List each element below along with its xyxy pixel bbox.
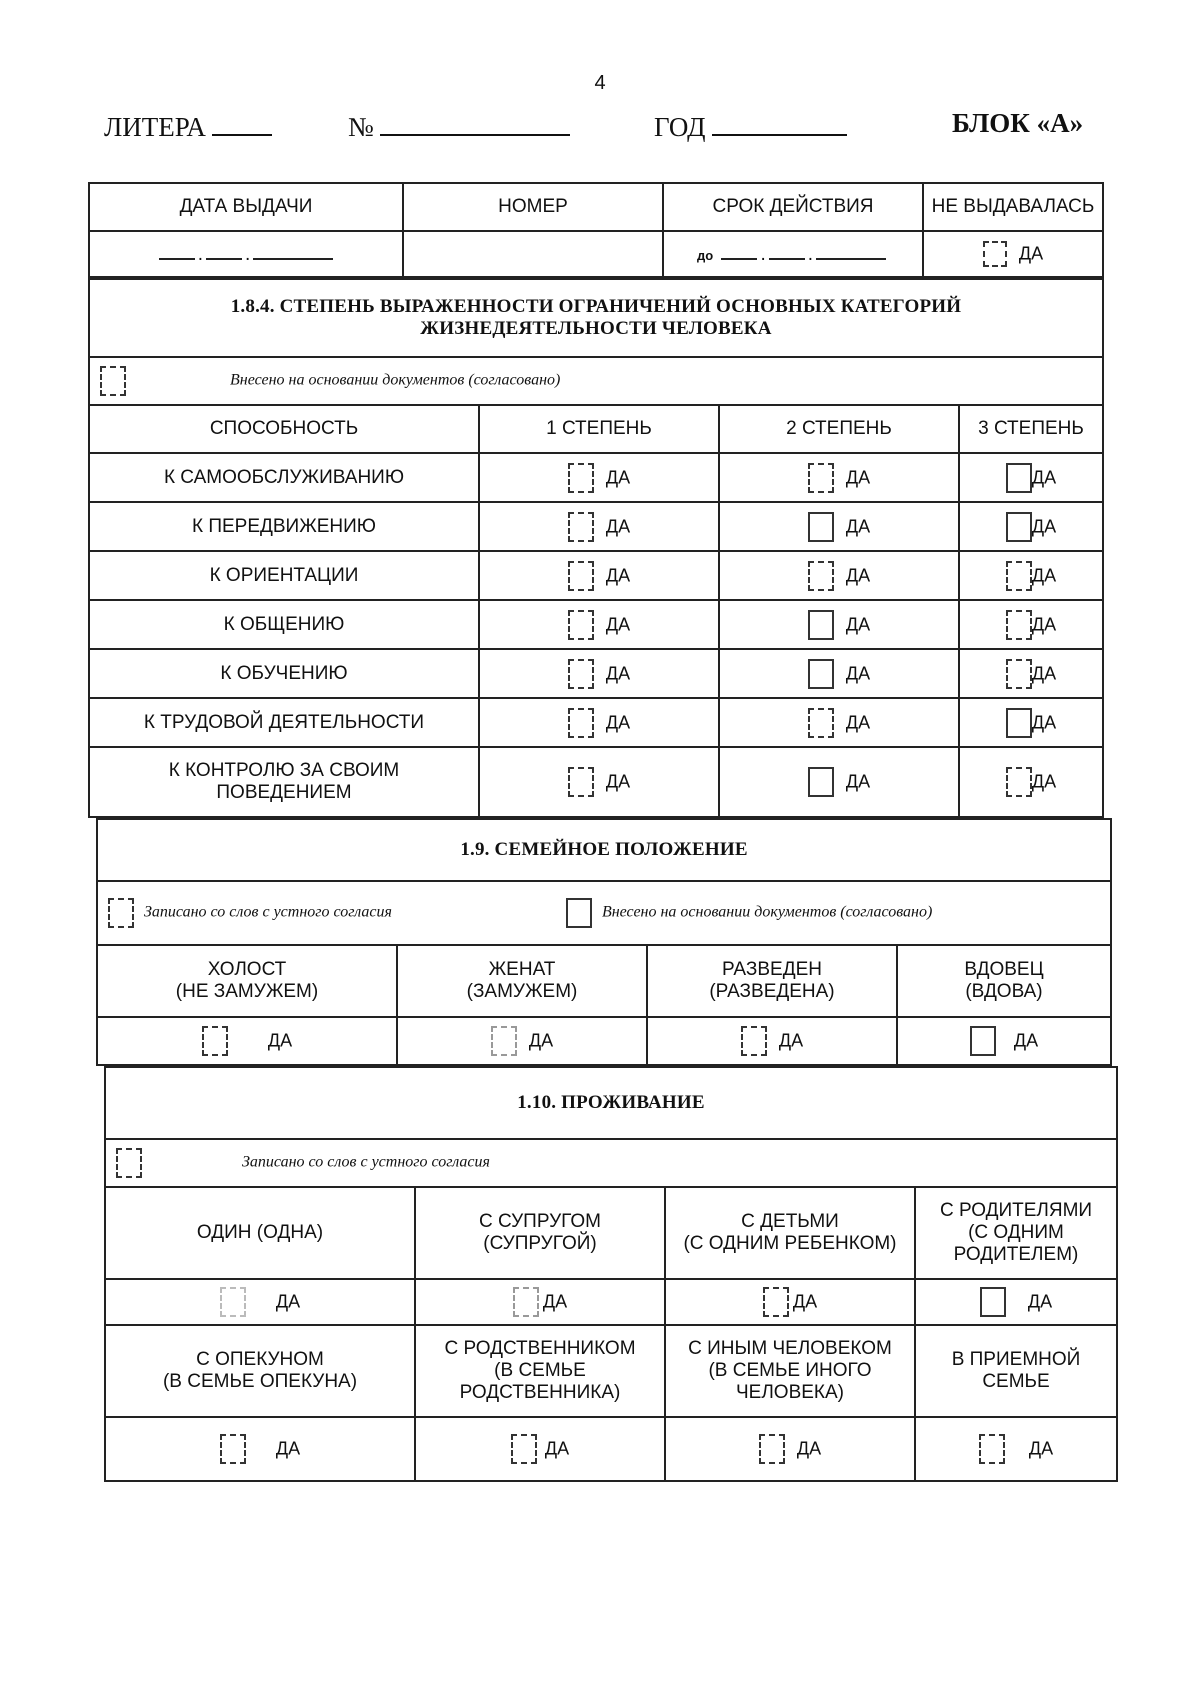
family-note-row [97, 881, 1111, 945]
divorced-checkbox[interactable] [741, 1026, 767, 1056]
with-children-line2: (С ОДНИМ РЕБЕНКОМ) [683, 1233, 897, 1254]
with-children-header [665, 1187, 915, 1279]
degree1-cell [479, 747, 719, 817]
ability-row-label: К КОНТРОЛЮ ЗА СВОИМ ПОВЕДЕНИЕМ [89, 747, 479, 817]
residence-note-oral: Записано со слов с устного согласия [242, 1153, 490, 1171]
divorced-cell [647, 1017, 897, 1065]
single-cell [97, 1017, 397, 1065]
degree3-cell [959, 453, 1103, 502]
other-person-header [665, 1325, 915, 1417]
yes-label: ДА [1028, 1438, 1054, 1459]
guardian-header [105, 1325, 415, 1417]
yes-label: ДА [267, 1030, 293, 1051]
family-note-oral: Записано со слов с устного согласия [144, 903, 392, 921]
yes-label: ДА [605, 771, 631, 792]
not-issued-cell [923, 231, 1103, 277]
guardian-line1: С ОПЕКУНОМ [196, 1349, 324, 1370]
yes-label: ДА [1031, 663, 1057, 683]
married-header-line2: (ЗАМУЖЕМ) [466, 981, 578, 1002]
degree3-checkbox[interactable] [1006, 767, 1032, 797]
ability-row-label: К ПЕРЕДВИЖЕНИЮ [89, 502, 479, 551]
with-parents-line3: РОДИТЕЛЕМ) [953, 1244, 1079, 1265]
yes-label: ДА [275, 1291, 301, 1312]
docs-agreed-checkbox[interactable] [566, 898, 592, 928]
yes-label: ДА [1031, 565, 1057, 585]
degree3-header: 3 СТЕПЕНЬ [959, 405, 1103, 453]
relative-cell [415, 1417, 665, 1481]
yes-label: ДА [792, 1291, 818, 1312]
yes-label: ДА [544, 1438, 570, 1459]
divorced-header [647, 945, 897, 1017]
with-spouse-checkbox[interactable] [513, 1287, 539, 1317]
with-parents-line2: (С ОДНИМ [968, 1222, 1064, 1243]
yes-label: ДА [605, 516, 631, 536]
number-label: № [348, 112, 374, 142]
ability-header: СПОСОБНОСТЬ [89, 405, 479, 453]
docs-agreed-checkbox[interactable] [100, 366, 126, 396]
limitations-title-line1: 1.8.4. СТЕПЕНЬ ВЫРАЖЕННОСТИ ОГРАНИЧЕНИЙ ОСНОВНЫХ КАТЕГОРИЙ [230, 296, 962, 317]
yes-label: ДА [845, 467, 871, 487]
degree1-checkbox[interactable] [568, 610, 594, 640]
with-spouse-line1: С СУПРУГОМ [479, 1211, 601, 1232]
single-header-line2: (НЕ ЗАМУЖЕМ) [175, 981, 319, 1002]
degree2-checkbox[interactable] [808, 512, 834, 542]
year-label: ГОД [654, 112, 706, 142]
degree2-cell [719, 698, 959, 747]
yes-label: ДА [1031, 467, 1057, 487]
married-header-line1: ЖЕНАТ [488, 959, 556, 980]
limitations-title-line2: ЖИЗНЕДЕЯТЕЛЬНОСТИ ЧЕЛОВЕКА [420, 318, 772, 339]
degree1-cell [479, 698, 719, 747]
year-underline[interactable] [712, 108, 847, 136]
limitations-title [89, 279, 1103, 357]
issue-date-field[interactable]: . . [89, 231, 403, 277]
guardian-line2: (В СЕМЬЕ ОПЕКУНА) [162, 1371, 358, 1392]
issue-table [88, 182, 1104, 278]
yes-label: ДА [845, 771, 871, 792]
married-checkbox[interactable] [491, 1026, 517, 1056]
yes-label: ДА [1031, 614, 1057, 634]
oral-consent-checkbox[interactable] [116, 1148, 142, 1178]
widowed-checkbox[interactable] [970, 1026, 996, 1056]
degree2-checkbox[interactable] [808, 659, 834, 689]
ability-row-label: К САМООБСЛУЖИВАНИЮ [89, 453, 479, 502]
yes-label: ДА [1031, 712, 1057, 732]
issue-number-field[interactable] [403, 231, 663, 277]
with-spouse-cell [415, 1279, 665, 1325]
other-person-checkbox[interactable] [759, 1434, 785, 1464]
yes-label: ДА [605, 565, 631, 585]
foster-family-line2: СЕМЬЕ [982, 1371, 1050, 1392]
alone-header: ОДИН (ОДНА) [105, 1187, 415, 1279]
divorced-header-line2: (РАЗВЕДЕНА) [709, 981, 835, 1002]
yes-label: ДА [845, 614, 871, 634]
family-title: 1.9. СЕМЕЙНОЕ ПОЛОЖЕНИЕ [97, 819, 1111, 881]
degree1-cell [479, 502, 719, 551]
yes-label: ДА [605, 712, 631, 732]
residence-table [104, 1066, 1118, 1482]
yes-label: ДА [275, 1438, 301, 1459]
relative-line2: (В СЕМЬЕ [494, 1360, 586, 1381]
foster-family-line1: В ПРИЕМНОЙ [951, 1349, 1081, 1370]
number-underline[interactable] [380, 108, 570, 136]
yes-label: ДА [845, 565, 871, 585]
yes-label: ДА [605, 467, 631, 487]
degree1-checkbox[interactable] [568, 659, 594, 689]
yes-label: ДА [1013, 1030, 1039, 1051]
degree3-cell [959, 747, 1103, 817]
with-spouse-header [415, 1187, 665, 1279]
foster-family-checkbox[interactable] [979, 1434, 1005, 1464]
degree3-cell [959, 600, 1103, 649]
do-label: до [696, 248, 714, 263]
degree2-cell [719, 747, 959, 817]
guardian-checkbox[interactable] [220, 1434, 246, 1464]
issue-number-header: НОМЕР [403, 183, 663, 231]
litera-underline[interactable] [212, 108, 272, 136]
other-person-line2: (В СЕМЬЕ ИНОГО [708, 1360, 872, 1381]
degree2-checkbox[interactable] [808, 708, 834, 738]
with-children-checkbox[interactable] [763, 1287, 789, 1317]
yes-label: ДА [1031, 516, 1057, 536]
number-field[interactable] [348, 108, 570, 143]
with-spouse-line2: (СУПРУГОЙ) [483, 1233, 597, 1254]
issue-date-header: ДАТА ВЫДАЧИ [89, 183, 403, 231]
with-parents-cell [915, 1279, 1117, 1325]
degree1-checkbox[interactable] [568, 767, 594, 797]
single-header [97, 945, 397, 1017]
limitations-note: Внесено на основании документов (согласовано) [230, 371, 561, 389]
other-person-line1: С ИНЫМ ЧЕЛОВЕКОМ [688, 1338, 892, 1359]
validity-field[interactable]: до . . [663, 231, 923, 277]
degree1-checkbox[interactable] [568, 512, 594, 542]
degree3-checkbox[interactable] [1006, 463, 1032, 493]
other-person-line3: ЧЕЛОВЕКА) [736, 1382, 844, 1403]
yes-label: ДА [845, 516, 871, 536]
document-header [104, 108, 1089, 148]
degree3-cell [959, 698, 1103, 747]
with-parents-line1: С РОДИТЕЛЯМИ [939, 1200, 1093, 1221]
foster-family-cell [915, 1417, 1117, 1481]
yes-label: ДА [778, 1030, 804, 1051]
ability-row-label: К ОБУЧЕНИЮ [89, 649, 479, 698]
guardian-cell [105, 1417, 415, 1481]
yes-label: ДА [1027, 1291, 1053, 1312]
degree3-cell [959, 502, 1103, 551]
degree1-cell [479, 649, 719, 698]
block-label: БЛОК «А» [952, 108, 1084, 138]
yes-label: ДА [528, 1030, 554, 1051]
married-cell [397, 1017, 647, 1065]
single-checkbox[interactable] [202, 1026, 228, 1056]
with-children-line1: С ДЕТЬМИ [741, 1211, 839, 1232]
degree3-checkbox[interactable] [1006, 561, 1032, 591]
yes-label: ДА [1018, 243, 1044, 264]
litera-field[interactable] [104, 108, 272, 143]
degree2-checkbox[interactable] [808, 561, 834, 591]
residence-note-row [105, 1139, 1117, 1187]
litera-label: ЛИТЕРА [104, 112, 206, 142]
degree3-cell [959, 551, 1103, 600]
not-issued-checkbox[interactable] [983, 241, 1007, 267]
widowed-header [897, 945, 1111, 1017]
widowed-cell [897, 1017, 1111, 1065]
ability-row-label: К ОБЩЕНИЮ [89, 600, 479, 649]
widowed-header-line2: (ВДОВА) [965, 981, 1043, 1002]
degree1-checkbox[interactable] [568, 561, 594, 591]
oral-consent-checkbox[interactable] [108, 898, 134, 928]
degree2-cell [719, 502, 959, 551]
relative-line1: С РОДСТВЕННИКОМ [444, 1338, 636, 1359]
degree2-cell [719, 453, 959, 502]
degree1-cell [479, 453, 719, 502]
relative-header [415, 1325, 665, 1417]
year-field[interactable] [654, 108, 847, 143]
degree2-cell [719, 649, 959, 698]
degree1-cell [479, 551, 719, 600]
with-children-cell [665, 1279, 915, 1325]
other-person-cell [665, 1417, 915, 1481]
residence-title: 1.10. ПРОЖИВАНИЕ [105, 1067, 1117, 1139]
single-header-line1: ХОЛОСТ [207, 959, 287, 980]
yes-label: ДА [605, 663, 631, 683]
not-issued-header: НЕ ВЫДАВАЛАСЬ [923, 183, 1103, 231]
degree2-checkbox[interactable] [808, 463, 834, 493]
family-table [96, 818, 1112, 1066]
degree2-header: 2 СТЕПЕНЬ [719, 405, 959, 453]
degree1-checkbox[interactable] [568, 708, 594, 738]
foster-family-header [915, 1325, 1117, 1417]
widowed-header-line1: ВДОВЕЦ [964, 959, 1044, 980]
degree2-cell [719, 600, 959, 649]
degree2-checkbox[interactable] [808, 610, 834, 640]
degree3-checkbox[interactable] [1006, 659, 1032, 689]
ability-row-label: К ТРУДОВОЙ ДЕЯТЕЛЬНОСТИ [89, 698, 479, 747]
yes-label: ДА [845, 663, 871, 683]
married-header [397, 945, 647, 1017]
ability-row-label: К ОРИЕНТАЦИИ [89, 551, 479, 600]
with-parents-header [915, 1187, 1117, 1279]
degree3-checkbox[interactable] [1006, 708, 1032, 738]
degree3-cell [959, 649, 1103, 698]
degree2-checkbox[interactable] [808, 767, 834, 797]
yes-label: ДА [605, 614, 631, 634]
alone-cell [105, 1279, 415, 1325]
degree3-checkbox[interactable] [1006, 512, 1032, 542]
limitations-note-row [89, 357, 1103, 405]
family-note-docs: Внесено на основании документов (согласовано) [601, 903, 933, 921]
validity-header: СРОК ДЕЙСТВИЯ [663, 183, 923, 231]
yes-label: ДА [796, 1438, 822, 1459]
with-parents-checkbox[interactable] [980, 1287, 1006, 1317]
degree2-cell [719, 551, 959, 600]
divorced-header-line1: РАЗВЕДЕН [722, 959, 822, 980]
relative-checkbox[interactable] [511, 1434, 537, 1464]
degree3-checkbox[interactable] [1006, 610, 1032, 640]
degree1-checkbox[interactable] [568, 463, 594, 493]
page-number: 4 [594, 72, 606, 94]
limitations-table [88, 278, 1104, 818]
degree1-cell [479, 600, 719, 649]
yes-label: ДА [542, 1291, 568, 1312]
yes-label: ДА [845, 712, 871, 732]
alone-checkbox[interactable] [220, 1287, 246, 1317]
relative-line3: РОДСТВЕННИКА) [459, 1382, 621, 1403]
yes-label: ДА [1031, 771, 1057, 792]
degree1-header: 1 СТЕПЕНЬ [479, 405, 719, 453]
